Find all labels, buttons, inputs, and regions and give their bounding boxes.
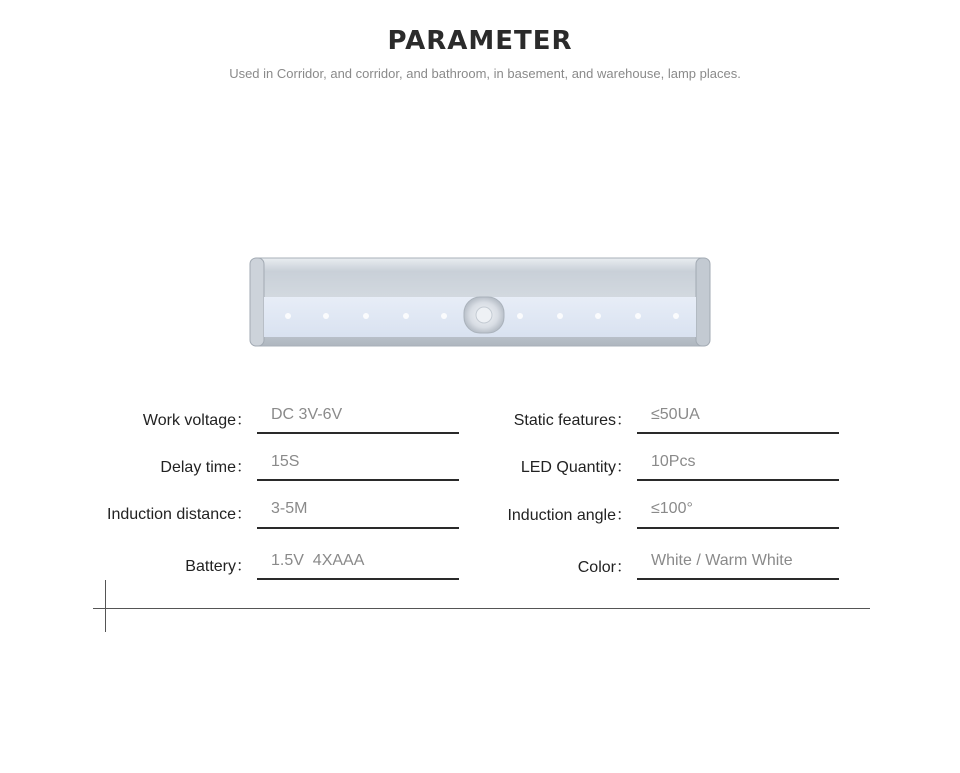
spec-label-work-voltage: Work voltage： <box>142 412 252 429</box>
spec-label-battery: Battery： <box>185 558 252 575</box>
spec-value-induction-distance: 3-5M <box>271 500 308 517</box>
spec-label-color: Color： <box>577 559 632 576</box>
spec-underline <box>257 479 459 481</box>
spec-underline <box>257 432 459 434</box>
spec-underline <box>637 479 839 481</box>
spec-value-induction-angle: ≤100° <box>651 500 693 517</box>
spec-label-induction-angle: Induction angle： <box>507 507 632 524</box>
spec-underline <box>257 578 459 580</box>
spec-label-led-quantity: LED Quantity： <box>520 459 632 476</box>
spec-underline <box>257 527 459 529</box>
divider-vertical <box>105 580 106 632</box>
page-title: PARAMETER <box>387 26 573 56</box>
page-subtitle: Used in Corridor, and corridor, and bathroom, in basement, and warehouse, lamp places. <box>229 66 741 81</box>
spec-underline <box>637 432 839 434</box>
spec-underline <box>637 527 839 529</box>
spec-value-static-features: ≤50UA <box>651 406 700 423</box>
spec-value-battery: 1.5V 4XAAA <box>271 552 365 569</box>
spec-value-color: White / Warm White <box>651 552 793 569</box>
spec-underline <box>637 578 839 580</box>
spec-value-led-quantity: 10Pcs <box>651 453 696 470</box>
spec-label-induction-distance: Induction distance： <box>107 506 252 523</box>
led-bar-lamp-image <box>248 255 712 351</box>
spec-label-delay-time: Delay time： <box>160 459 252 476</box>
spec-label-static-features: Static features： <box>513 412 632 429</box>
spec-value-work-voltage: DC 3V-6V <box>271 406 343 423</box>
spec-value-delay-time: 15S <box>271 453 300 470</box>
divider-horizontal <box>93 608 870 609</box>
